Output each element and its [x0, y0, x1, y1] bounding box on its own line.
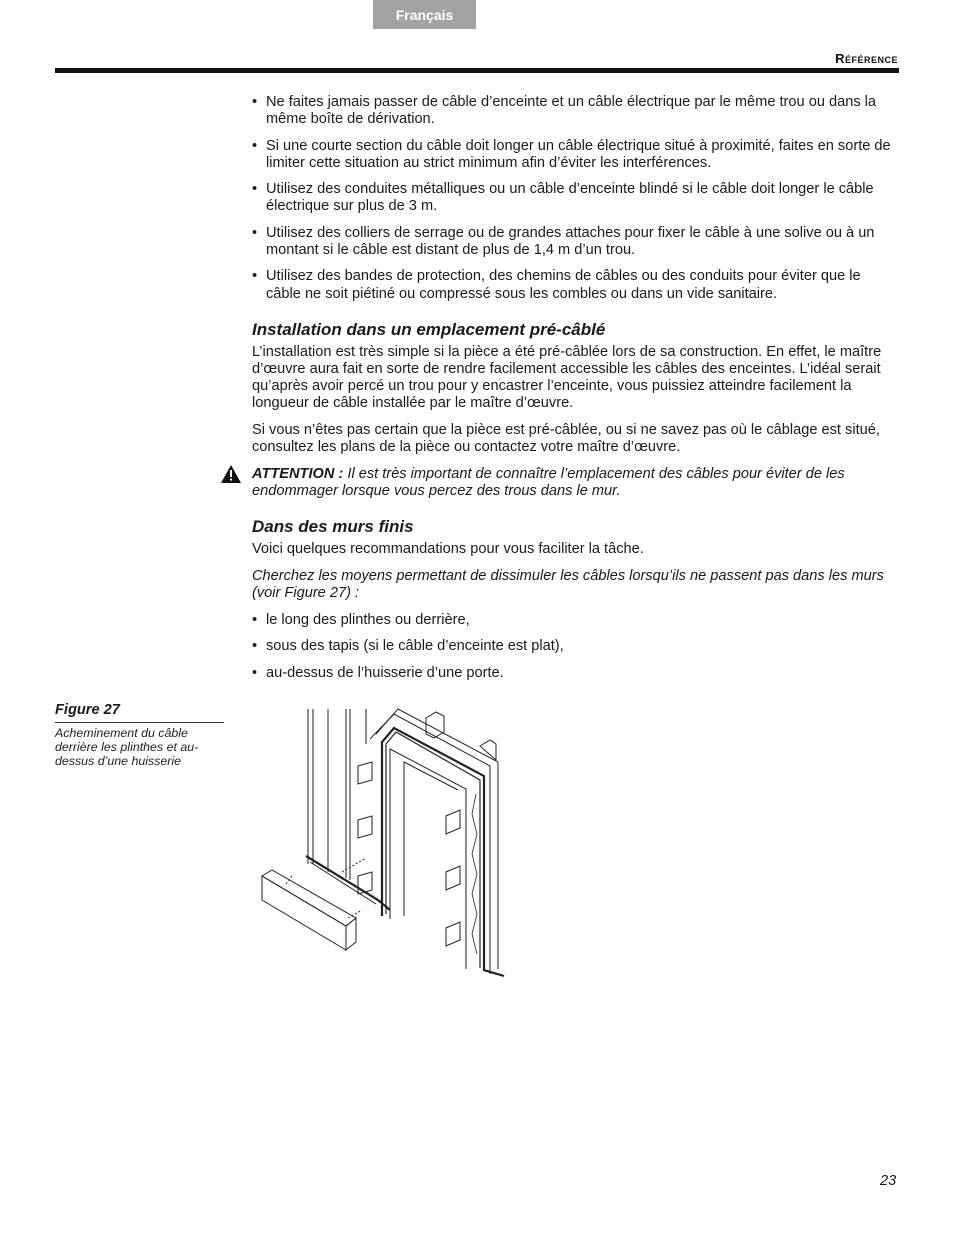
door-frame-cable-illustration — [258, 704, 508, 986]
list-item: • Ne faites jamais passer de câble d’enceinte et un câble électrique par le même trou ou dans la même boîte de dérivation. — [252, 94, 898, 128]
concealment-bullets — [252, 612, 898, 682]
paragraph: Cherchez les moyens permettant de dissimuler les câbles lorsqu’ils ne passent pas dans les murs (voir Figure 27) : — [252, 568, 884, 602]
warning-label: ATTENTION : — [252, 466, 344, 482]
list-item: • Utilisez des bandes de protection, des chemins de câbles ou des conduits pour éviter que le câble ne soit piétiné ou compressé sous les combles ou dans un vide sanitaire. — [252, 268, 898, 302]
section-heading-finished-walls: Dans des murs finis — [252, 517, 414, 537]
page-number: 23 — [880, 1173, 897, 1189]
warning-triangle-icon — [220, 464, 242, 484]
list-item: • le long des plinthes ou derrière, — [252, 612, 898, 629]
main-content — [252, 94, 898, 691]
list-item: • sous des tapis (si le câble d’enceinte est plat), — [252, 638, 898, 655]
figure-caption — [55, 702, 224, 768]
language-tab[interactable]: Français — [373, 0, 476, 29]
header-rule — [55, 68, 899, 73]
figure-title: Figure 27 — [55, 702, 224, 723]
figure-description: Acheminement du câble derrière les plinthes et au-dessus d’une huisserie — [55, 726, 199, 768]
paragraph: Voici quelques recommandations pour vous faciliter la tâche. — [252, 541, 644, 558]
list-item: • au-dessus de l’huisserie d’une porte. — [252, 665, 898, 682]
section-heading-prewired: Installation dans un emplacement pré-câblé — [252, 319, 606, 339]
section-header: Référence — [835, 51, 898, 66]
paragraph: L’installation est très simple si la pièce a été pré-câblée lors de sa construction. En effet, le maître d’œuvre aura fait en sorte de rendre facilement accessible les câbles des enceintes. L’idéal serait qu’après avoir percé un trou pour y encastrer l’enceinte, vous puissiez atteindre facilement la longueur de câble installée par le maître d’œuvre. — [252, 343, 882, 412]
warning-note — [252, 466, 898, 500]
paragraph: Si vous n’êtes pas certain que la pièce est pré-câblée, ou si ne savez pas où le câblage est situé, consultez les plans de la pièce ou contactez votre maître d’œuvre. — [252, 422, 880, 456]
list-item: • Utilisez des conduites métalliques ou un câble d’enceinte blindé si le câble doit longer le câble électrique sur plus de 3 m. — [252, 181, 898, 215]
cable-routing-bullets — [252, 94, 898, 303]
list-item: • Utilisez des colliers de serrage ou de grandes attaches pour fixer le câble à une solive ou à un montant si le câble est distant de plus de 1,4 m d’un trou. — [252, 225, 898, 259]
list-item: • Si une courte section du câble doit longer un câble électrique situé à proximité, faites en sorte de limiter cette situation au strict minimum afin d’éviter les interférences. — [252, 138, 898, 172]
warning-text: Il est très important de connaître l’emplacement des câbles pour éviter de les endommager lorsque vous percez des trous dans le mur. — [252, 466, 845, 500]
